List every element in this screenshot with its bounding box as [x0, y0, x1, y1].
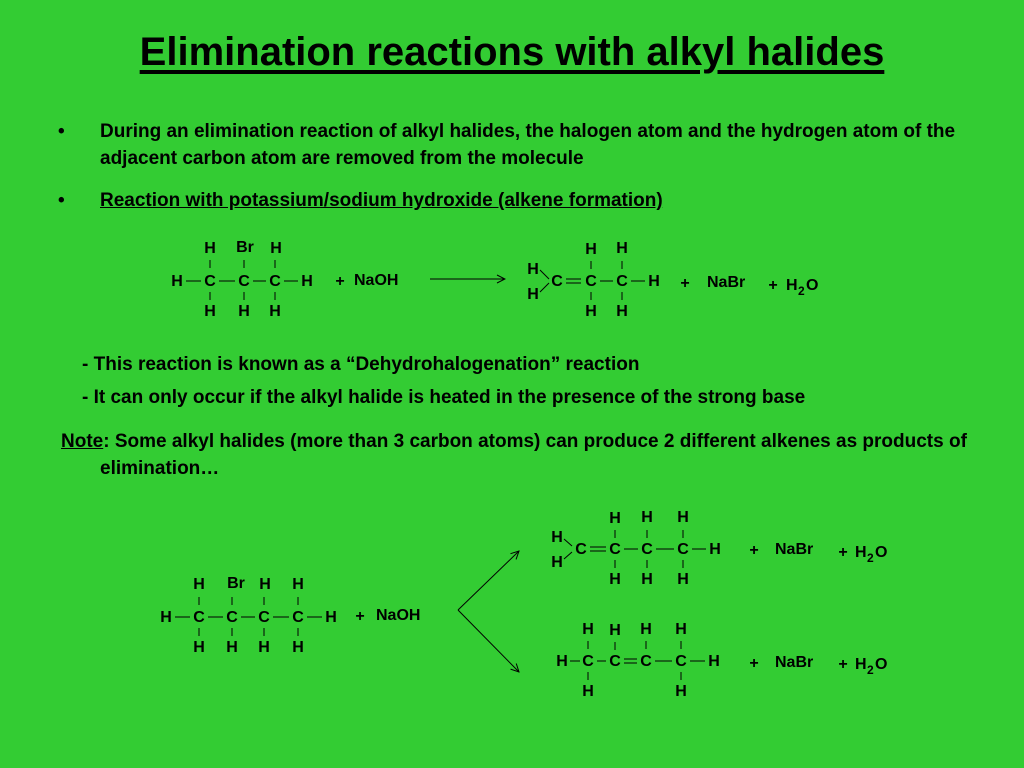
atom-c: C	[640, 653, 652, 670]
atom-h: H	[270, 240, 282, 257]
atom-h: H	[677, 509, 689, 526]
atom-h: H	[708, 653, 720, 670]
product-nabr: NaBr	[775, 654, 814, 671]
atom-c: C	[269, 273, 281, 290]
atom-h: H	[786, 277, 798, 294]
reaction-arrow-lower	[458, 610, 519, 672]
atom-c: C	[258, 609, 270, 626]
subscript-2: 2	[798, 284, 805, 298]
atom-c: C	[575, 541, 587, 558]
atom-c: C	[616, 273, 628, 290]
plus-sign: +	[749, 655, 759, 672]
atom-h: H	[648, 273, 660, 290]
plus-sign: +	[838, 656, 848, 673]
atom-h: H	[855, 544, 867, 561]
atom-h: H	[609, 571, 621, 588]
atom-h: H	[551, 529, 563, 546]
reaction-arrow-upper	[458, 551, 519, 610]
atom-c: C	[641, 541, 653, 558]
atom-h: H	[585, 241, 597, 258]
atom-h: H	[582, 621, 594, 638]
atom-br: Br	[236, 239, 254, 256]
atom-h: H	[193, 639, 205, 656]
subscript-2: 2	[867, 663, 874, 677]
atom-c: C	[204, 273, 216, 290]
but-1-ene-molecule	[551, 509, 721, 588]
atom-h: H	[551, 554, 563, 571]
atom-c: C	[677, 541, 689, 558]
product-nabr: NaBr	[707, 274, 746, 291]
atom-h: H	[675, 621, 687, 638]
atom-h: H	[238, 303, 250, 320]
propene-molecule	[527, 240, 660, 320]
product-water	[855, 656, 887, 677]
atom-c: C	[585, 273, 597, 290]
atom-h: H	[609, 622, 621, 639]
plus-sign: +	[680, 275, 690, 292]
bullet-elimination-definition: During an elimination reaction of alkyl halides, the halogen atom and the hydrogen atom of the adjacent carbon atom are removed from the molecule	[100, 121, 956, 169]
atom-h: H	[616, 240, 628, 257]
atom-h: H	[527, 286, 539, 303]
atom-h: H	[226, 639, 238, 656]
atom-h: H	[709, 541, 721, 558]
atom-h: H	[675, 683, 687, 700]
subscript-2: 2	[867, 551, 874, 565]
bromopropane-molecule	[171, 239, 313, 320]
note-strong-base: - It can only occur if the alkyl halide is heated in the presence of the strong base	[82, 387, 806, 408]
plus-sign: +	[355, 608, 365, 625]
atom-h: H	[640, 621, 652, 638]
atom-h: H	[204, 303, 216, 320]
atom-h: H	[171, 273, 183, 290]
but-2-ene-molecule	[556, 621, 720, 700]
bromobutane-molecule	[160, 575, 337, 656]
atom-c: C	[226, 609, 238, 626]
atom-h: H	[527, 261, 539, 278]
atom-o: O	[875, 656, 888, 673]
atom-h: H	[556, 653, 568, 670]
plus-sign: +	[335, 273, 345, 290]
bullet-marker: •	[58, 190, 65, 211]
atom-h: H	[609, 510, 621, 527]
atom-h: H	[585, 303, 597, 320]
atom-c: C	[675, 653, 687, 670]
plus-sign: +	[838, 544, 848, 561]
atom-h: H	[582, 683, 594, 700]
atom-c: C	[238, 273, 250, 290]
atom-h: H	[616, 303, 628, 320]
bullet-naoh-reaction: Reaction with potassium/sodium hydroxide (alkene formation)	[100, 190, 663, 211]
note-text: : Some alkyl halides (more than 3 carbon atoms) can produce 2 different alkenes as products of elimination…	[100, 431, 967, 479]
atom-br: Br	[227, 575, 245, 592]
product-nabr: NaBr	[775, 541, 814, 558]
note-label: Note	[61, 431, 104, 452]
atom-c: C	[609, 541, 621, 558]
atom-h: H	[301, 273, 313, 290]
atom-h: H	[160, 609, 172, 626]
atom-h: H	[677, 571, 689, 588]
atom-c: C	[609, 653, 621, 670]
plus-sign: +	[768, 277, 778, 294]
atom-h: H	[855, 656, 867, 673]
reagent-naoh: NaOH	[376, 607, 421, 624]
atom-c: C	[193, 609, 205, 626]
atom-c: C	[551, 273, 563, 290]
atom-h: H	[325, 609, 337, 626]
atom-h: H	[193, 576, 205, 593]
atom-h: H	[292, 576, 304, 593]
atom-h: H	[269, 303, 281, 320]
atom-h: H	[641, 509, 653, 526]
bullet-marker: •	[58, 121, 65, 142]
product-water	[786, 277, 818, 298]
atom-o: O	[806, 277, 819, 294]
product-water	[855, 544, 887, 565]
atom-h: H	[204, 240, 216, 257]
atom-c: C	[292, 609, 304, 626]
atom-h: H	[259, 576, 271, 593]
atom-h: H	[258, 639, 270, 656]
atom-o: O	[875, 544, 888, 561]
atom-c: C	[582, 653, 594, 670]
atom-h: H	[641, 571, 653, 588]
plus-sign: +	[749, 542, 759, 559]
note-dehydrohalogenation: - This reaction is known as a “Dehydrohalogenation” reaction	[82, 354, 640, 375]
page-title: Elimination reactions with alkyl halides	[139, 30, 885, 74]
reagent-naoh: NaOH	[354, 272, 399, 289]
atom-h: H	[292, 639, 304, 656]
